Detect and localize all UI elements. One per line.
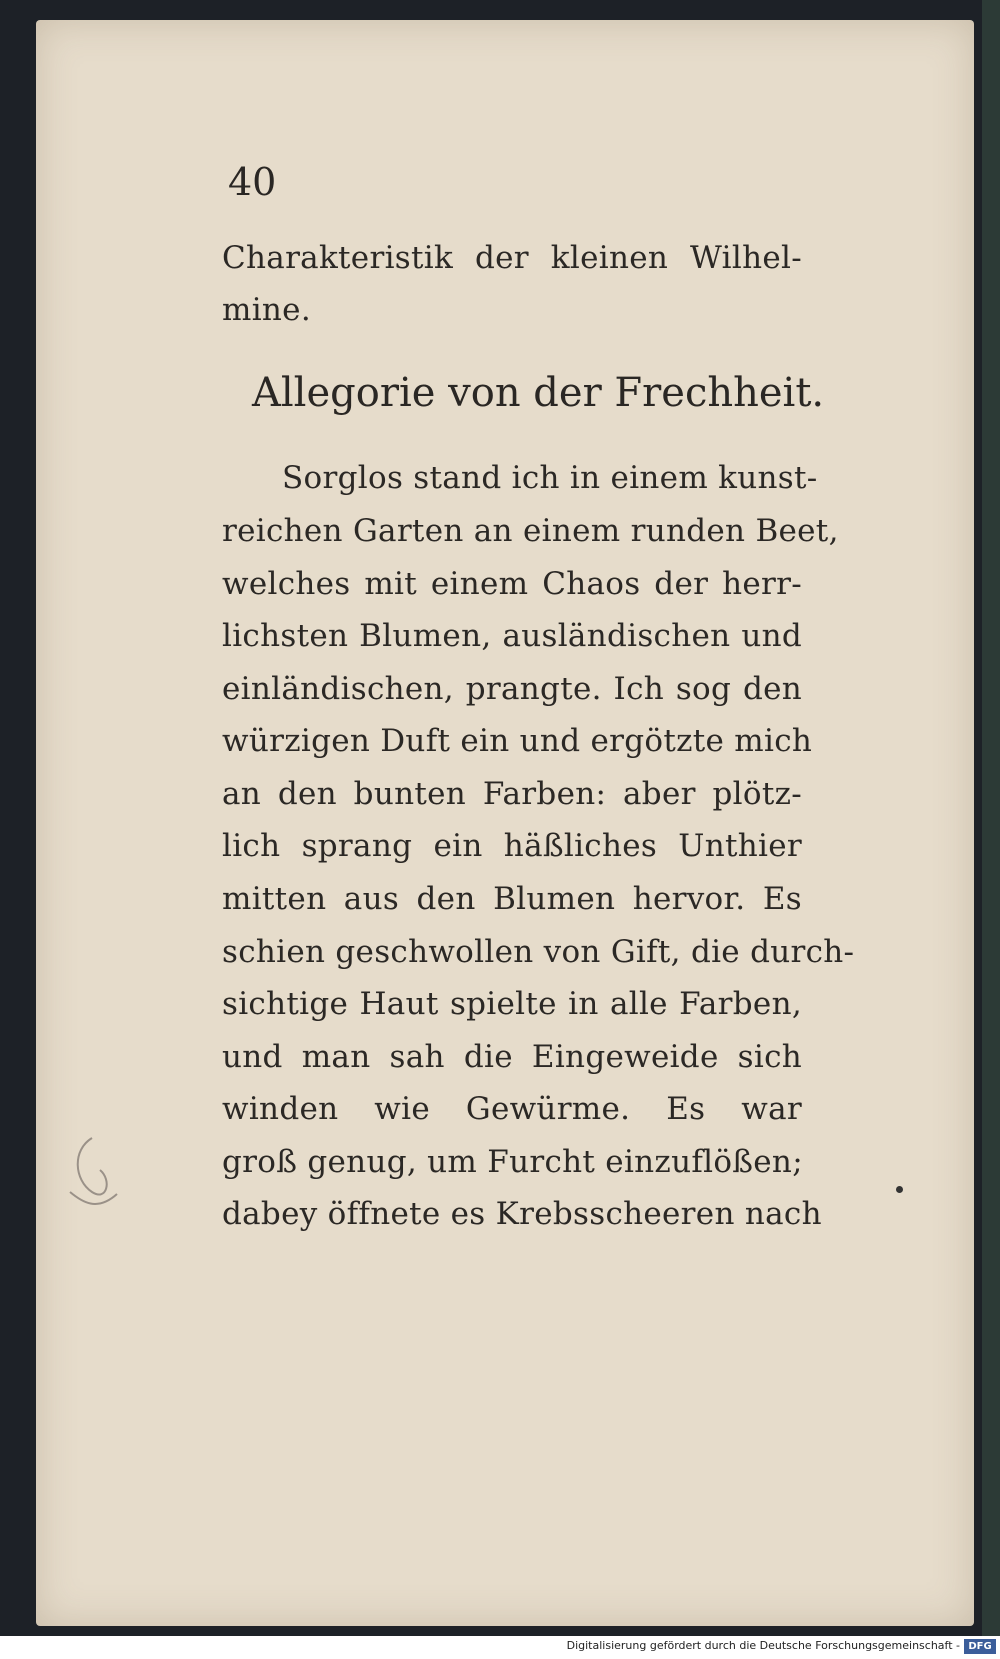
body-line-9: mitten aus den Blumen hervor. Es bbox=[222, 881, 802, 917]
body-line-7: an den bunten Farben: aber plötz- bbox=[222, 776, 802, 812]
body-line-3: welches mit einem Chaos der herr- bbox=[222, 566, 802, 602]
body-line-2: reichen Garten an einem runden Beet, bbox=[222, 513, 839, 549]
body-line-8: lich sprang ein häßliches Unthier bbox=[222, 828, 802, 864]
intro-line-2: mine. bbox=[222, 292, 311, 328]
dfg-logo: DFG bbox=[964, 1639, 996, 1654]
body-line-11: sichtige Haut spielte in alle Farben, bbox=[222, 986, 802, 1022]
pencil-mark-icon bbox=[62, 1130, 132, 1220]
body-line-6: würzigen Duft ein und ergötzte mich bbox=[222, 723, 813, 759]
body-line-5: einländischen, prangte. Ich sog den bbox=[222, 671, 802, 707]
ink-spot bbox=[896, 1186, 903, 1193]
body-line-15: dabey öffnete es Krebsscheeren nach bbox=[222, 1196, 822, 1232]
body-line-4: lichsten Blumen, ausländischen und bbox=[222, 618, 802, 654]
body-line-1: Sorglos stand ich in einem kunst- bbox=[282, 460, 818, 496]
book-binding-edge bbox=[982, 0, 1000, 1636]
footer-credit: Digitalisierung gefördert durch die Deutsche Forschungsgemeinschaft - bbox=[566, 1639, 960, 1652]
body-line-13: winden wie Gewürme. Es war bbox=[222, 1091, 802, 1127]
page-number: 40 bbox=[228, 160, 277, 204]
footer-bar bbox=[0, 1636, 1000, 1659]
intro-line-1: Charakteristik der kleinen Wilhel- bbox=[222, 240, 802, 276]
body-line-14: groß genug, um Furcht einzuflößen; bbox=[222, 1144, 803, 1180]
section-heading: Allegorie von der Frechheit. bbox=[252, 370, 825, 416]
body-line-12: und man sah die Eingeweide sich bbox=[222, 1039, 802, 1075]
body-line-10: schien geschwollen von Gift, die durch- bbox=[222, 934, 855, 970]
